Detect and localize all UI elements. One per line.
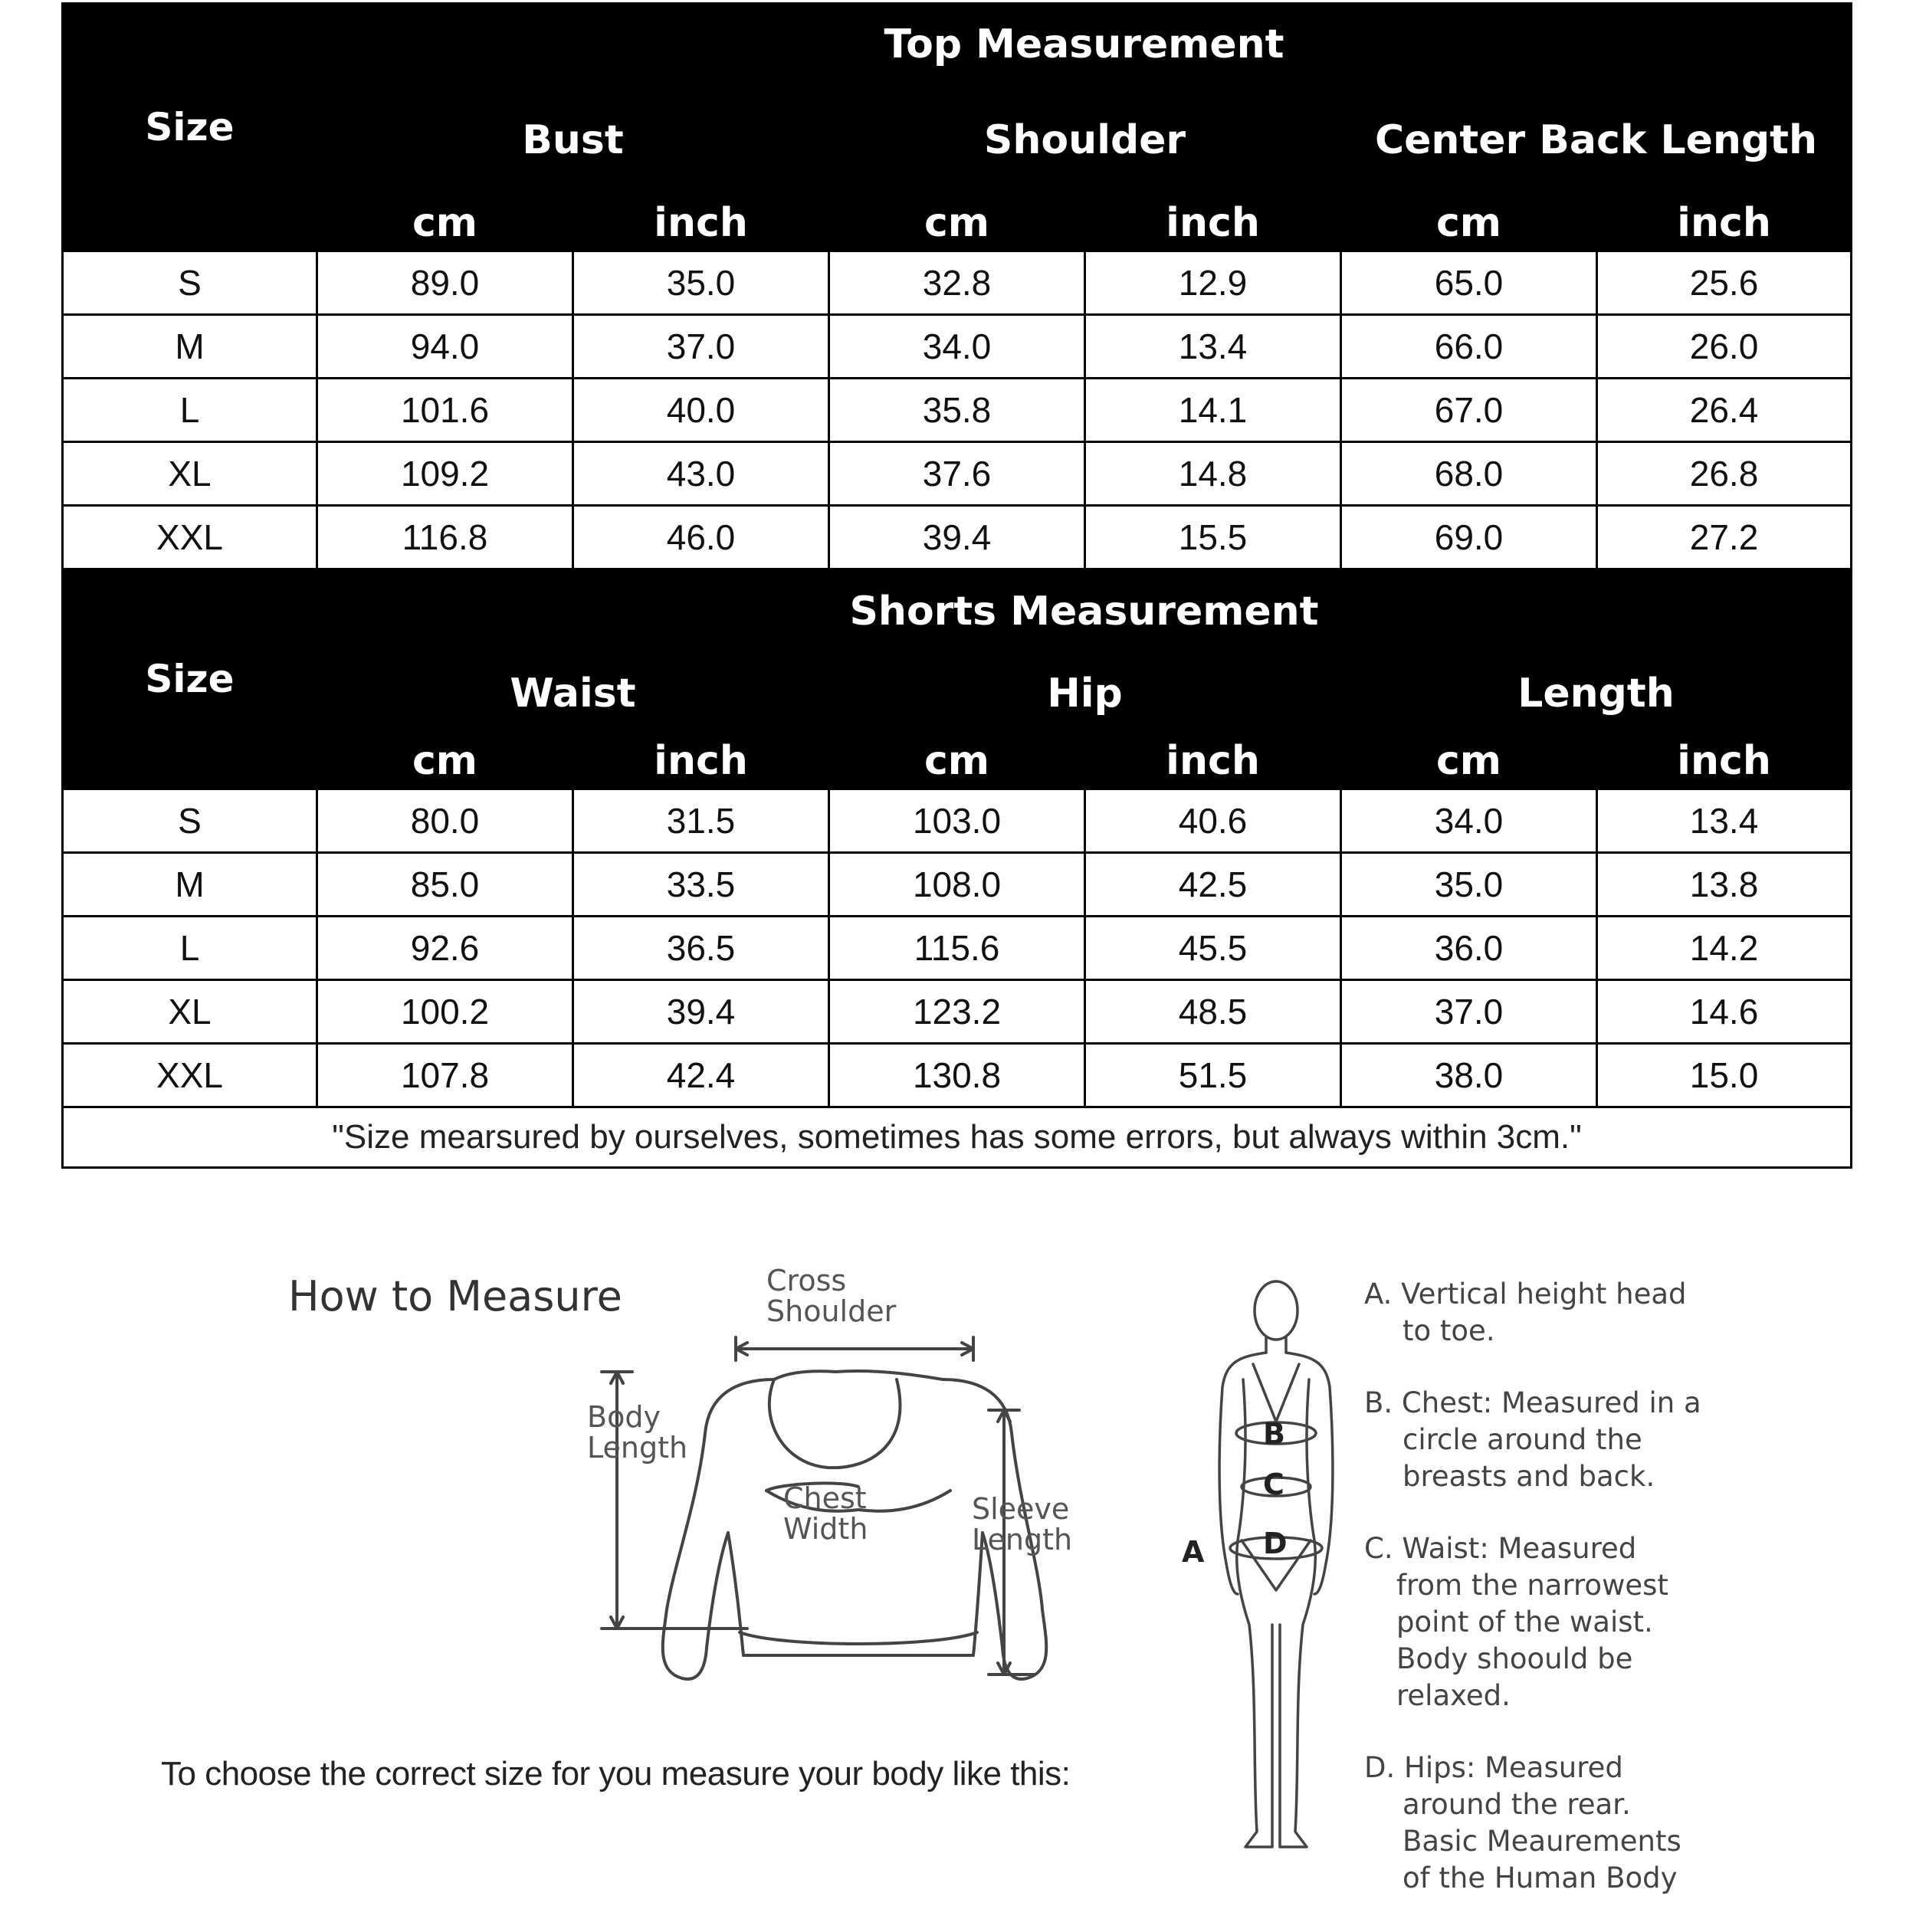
value-cell: 27.2 — [1597, 506, 1852, 569]
value-cell: 38.0 — [1341, 1044, 1597, 1107]
figure-marker-c: C — [1263, 1468, 1284, 1501]
value-cell: 42.5 — [1085, 853, 1341, 917]
value-cell: 103.0 — [829, 789, 1085, 853]
note-line: breasts and back. — [1403, 1460, 1655, 1493]
table-row — [63, 506, 1852, 569]
label-line: Body — [587, 1400, 661, 1434]
value-cell: 130.8 — [829, 1044, 1085, 1107]
note-d — [1364, 1750, 1901, 1897]
note-line: circle around the — [1403, 1423, 1642, 1456]
value-cell: 100.2 — [317, 980, 573, 1044]
group-header-waist: Waist — [317, 654, 829, 733]
figure-marker-d: D — [1263, 1527, 1288, 1560]
value-cell: 37.0 — [573, 315, 829, 379]
unit-header: cm — [829, 733, 1085, 789]
value-cell: 42.4 — [573, 1044, 829, 1107]
note-line: of the Human Body — [1403, 1861, 1678, 1894]
value-cell: 94.0 — [317, 315, 573, 379]
value-cell: 92.6 — [317, 917, 573, 980]
value-cell: 31.5 — [573, 789, 829, 853]
size-chart-table — [61, 2, 1852, 1169]
unit-header: inch — [573, 733, 829, 789]
value-cell: 109.2 — [317, 442, 573, 506]
value-cell: 66.0 — [1341, 315, 1597, 379]
measurement-notes — [1364, 1276, 1901, 1932]
size-cell: S — [63, 251, 317, 315]
note-line: A. Vertical height head — [1364, 1278, 1687, 1310]
unit-header: inch — [1085, 195, 1341, 251]
note-line: around the rear. — [1403, 1788, 1631, 1821]
note-line: D. Hips: Measured — [1364, 1751, 1623, 1784]
group-header-hip: Hip — [829, 654, 1341, 733]
unit-header: cm — [1341, 195, 1597, 251]
value-cell: 46.0 — [573, 506, 829, 569]
value-cell: 35.0 — [1341, 853, 1597, 917]
value-cell: 107.8 — [317, 1044, 573, 1107]
note-c — [1364, 1530, 1901, 1714]
group-header-shoulder: Shoulder — [829, 86, 1341, 195]
unit-header: inch — [1085, 733, 1341, 789]
how-to-measure-title: How to Measure — [288, 1272, 622, 1320]
value-cell: 13.4 — [1085, 315, 1341, 379]
note-line: to toe. — [1403, 1314, 1495, 1347]
how-to-measure-intro: To choose the correct size for you measure your body like this: — [161, 1755, 1071, 1793]
note-line: B. Chest: Measured in a — [1364, 1386, 1701, 1419]
label-line: Length — [972, 1522, 1073, 1556]
value-cell: 68.0 — [1341, 442, 1597, 506]
note-line: Body shoould be — [1396, 1642, 1633, 1675]
measurement-disclaimer: "Size mearsured by ourselves, sometimes has some errors, but always within 3cm." — [63, 1107, 1852, 1168]
note-line: point of the waist. — [1396, 1606, 1653, 1638]
size-cell: L — [63, 917, 317, 980]
chest-width-label — [783, 1481, 868, 1546]
top-size-header: Size — [63, 4, 317, 251]
shorts-table-header — [63, 569, 1852, 789]
value-cell: 35.0 — [573, 251, 829, 315]
table-row — [63, 315, 1852, 379]
value-cell: 36.0 — [1341, 917, 1597, 980]
size-cell: S — [63, 789, 317, 853]
value-cell: 34.0 — [1341, 789, 1597, 853]
value-cell: 101.6 — [317, 379, 573, 442]
note-line: C. Waist: Measured — [1364, 1532, 1637, 1565]
value-cell: 34.0 — [829, 315, 1085, 379]
size-cell: XL — [63, 442, 317, 506]
label-line: Chest — [783, 1481, 867, 1515]
unit-header: cm — [317, 733, 573, 789]
value-cell: 13.8 — [1597, 853, 1852, 917]
value-cell: 26.0 — [1597, 315, 1852, 379]
size-cell: XXL — [63, 506, 317, 569]
table-row — [63, 789, 1852, 853]
value-cell: 40.0 — [573, 379, 829, 442]
table-row — [63, 917, 1852, 980]
note-b — [1364, 1385, 1901, 1495]
value-cell: 12.9 — [1085, 251, 1341, 315]
size-cell: XL — [63, 980, 317, 1044]
value-cell: 51.5 — [1085, 1044, 1341, 1107]
value-cell: 43.0 — [573, 442, 829, 506]
value-cell: 45.5 — [1085, 917, 1341, 980]
table-row — [63, 379, 1852, 442]
value-cell: 15.0 — [1597, 1044, 1852, 1107]
label-line: Width — [783, 1511, 868, 1546]
size-cell: M — [63, 853, 317, 917]
top-table-header — [63, 4, 1852, 251]
value-cell: 14.8 — [1085, 442, 1341, 506]
cross-shoulder-label — [766, 1266, 896, 1327]
value-cell: 25.6 — [1597, 251, 1852, 315]
unit-header: inch — [573, 195, 829, 251]
value-cell: 35.8 — [829, 379, 1085, 442]
note-a — [1364, 1276, 1901, 1350]
table-row — [63, 980, 1852, 1044]
shorts-table-title: Shorts Measurement — [317, 569, 1852, 654]
table-row — [63, 1044, 1852, 1107]
value-cell: 115.6 — [829, 917, 1085, 980]
size-cell: L — [63, 379, 317, 442]
value-cell: 26.4 — [1597, 379, 1852, 442]
unit-header: inch — [1597, 733, 1852, 789]
body-figure-diagram — [1180, 1264, 1364, 1870]
value-cell: 37.6 — [829, 442, 1085, 506]
label-line: Shoulder — [766, 1294, 897, 1328]
group-header-length: Length — [1341, 654, 1852, 733]
value-cell: 48.5 — [1085, 980, 1341, 1044]
unit-header: cm — [317, 195, 573, 251]
value-cell: 108.0 — [829, 853, 1085, 917]
body-length-label — [587, 1402, 687, 1464]
value-cell: 14.1 — [1085, 379, 1341, 442]
label-line: Cross — [766, 1264, 847, 1297]
group-header-bust: Bust — [317, 86, 829, 195]
note-line: from the narrowest — [1396, 1569, 1668, 1602]
value-cell: 67.0 — [1341, 379, 1597, 442]
figure-marker-b: B — [1263, 1417, 1285, 1451]
value-cell: 14.2 — [1597, 917, 1852, 980]
value-cell: 116.8 — [317, 506, 573, 569]
note-line: relaxed. — [1396, 1679, 1511, 1712]
value-cell: 123.2 — [829, 980, 1085, 1044]
value-cell: 26.8 — [1597, 442, 1852, 506]
table-row — [63, 251, 1852, 315]
value-cell: 89.0 — [317, 251, 573, 315]
top-table-title: Top Measurement — [317, 4, 1852, 86]
unit-header: inch — [1597, 195, 1852, 251]
value-cell: 14.6 — [1597, 980, 1852, 1044]
value-cell: 65.0 — [1341, 251, 1597, 315]
unit-header: cm — [829, 195, 1085, 251]
value-cell: 39.4 — [573, 980, 829, 1044]
value-cell: 69.0 — [1341, 506, 1597, 569]
table-row — [63, 853, 1852, 917]
sleeve-length-label — [972, 1494, 1072, 1556]
note-line: Basic Meaurements — [1403, 1825, 1681, 1858]
size-cell: XXL — [63, 1044, 317, 1107]
value-cell: 32.8 — [829, 251, 1085, 315]
figure-marker-a: A — [1182, 1535, 1205, 1569]
value-cell: 37.0 — [1341, 980, 1597, 1044]
label-line: Length — [587, 1430, 688, 1465]
value-cell: 80.0 — [317, 789, 573, 853]
value-cell: 33.5 — [573, 853, 829, 917]
value-cell: 36.5 — [573, 917, 829, 980]
top-table-body — [63, 251, 1852, 569]
value-cell: 40.6 — [1085, 789, 1341, 853]
value-cell: 39.4 — [829, 506, 1085, 569]
size-cell: M — [63, 315, 317, 379]
table-row — [63, 442, 1852, 506]
label-line: Sleeve — [972, 1492, 1070, 1526]
value-cell: 13.4 — [1597, 789, 1852, 853]
shorts-size-header: Size — [63, 569, 317, 789]
shorts-table-body — [63, 789, 1852, 1107]
value-cell: 15.5 — [1085, 506, 1341, 569]
unit-header: cm — [1341, 733, 1597, 789]
value-cell: 85.0 — [317, 853, 573, 917]
group-header-center-back-length: Center Back Length — [1341, 86, 1852, 195]
